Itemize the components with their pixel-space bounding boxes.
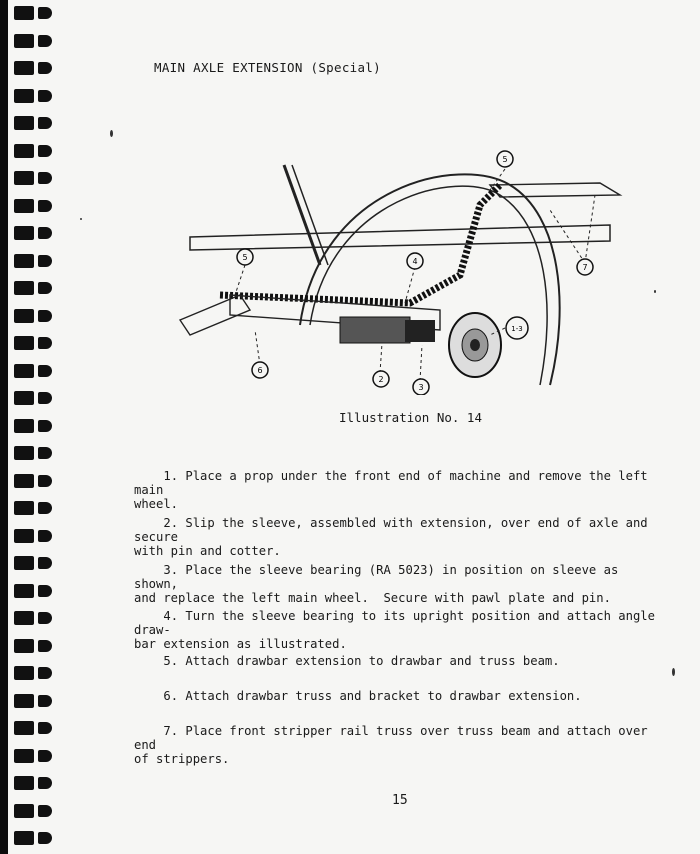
binding-ring (14, 226, 58, 240)
callout-7 (577, 259, 593, 275)
callout-label: 2 (378, 375, 384, 384)
binding-ring (14, 89, 58, 103)
binding-ring (14, 804, 58, 818)
binding-ring (14, 61, 58, 75)
binding-ring (14, 666, 58, 680)
binding-ring (14, 144, 58, 158)
title-qualifier: (Special) (310, 60, 381, 75)
step-1: 1. Place a prop under the front end of machine and remove the left main wheel. (134, 469, 648, 511)
callout-label: 3 (418, 383, 424, 392)
callout-3 (413, 379, 429, 395)
spiral-binding (0, 0, 62, 854)
binding-ring (14, 391, 58, 405)
callout-label: 5 (502, 155, 508, 164)
callout-label: 4 (412, 257, 418, 266)
scan-speck (654, 290, 656, 293)
step-6: 6. Attach drawbar truss and bracket to drawbar extension. (134, 689, 582, 703)
binding-ring (14, 611, 58, 625)
binding-ring (14, 199, 58, 213)
binding-ring (14, 639, 58, 653)
binding-edge (0, 0, 8, 854)
binding-ring (14, 584, 58, 598)
callout-label: 1-3 (511, 325, 523, 333)
binding-ring (14, 474, 58, 488)
binding-ring (14, 556, 58, 570)
step-2: 2. Slip the sleeve, assembled with extension, over end of axle and secure with pin and cotter. (134, 516, 648, 558)
callout-label: 5 (242, 253, 248, 262)
binding-ring (14, 501, 58, 515)
binding-ring (14, 776, 58, 790)
axle-extension-illustration (160, 145, 680, 395)
binding-ring (14, 694, 58, 708)
scan-speck (110, 130, 113, 137)
binding-ring (14, 254, 58, 268)
page-number: 15 (392, 793, 408, 808)
step-7: 7. Place front stripper rail truss over truss beam and attach over end of strippers. (134, 724, 648, 766)
callout-label: 7 (582, 263, 588, 272)
scan-speck (672, 668, 675, 676)
binding-ring (14, 309, 58, 323)
binding-ring (14, 336, 58, 350)
callout-label: 6 (257, 366, 263, 375)
callout-5 (237, 249, 253, 265)
binding-ring (14, 281, 58, 295)
callout-4 (407, 253, 423, 269)
binding-ring (14, 749, 58, 763)
step-5: 5. Attach drawbar extension to drawbar and truss beam. (134, 654, 560, 668)
callout-2 (373, 371, 389, 387)
binding-ring (14, 364, 58, 378)
callout-1-3 (506, 317, 528, 339)
binding-ring (14, 721, 58, 735)
callout-5 (497, 151, 513, 167)
binding-ring (14, 116, 58, 130)
scan-speck (80, 218, 82, 220)
page-title (154, 60, 381, 75)
step-4: 4. Turn the sleeve bearing to its upright position and attach angle draw- bar extension as illustrated. (134, 609, 655, 651)
figure-caption: Illustration No. 14 (339, 410, 482, 425)
binding-ring (14, 529, 58, 543)
binding-ring (14, 34, 58, 48)
binding-ring (14, 446, 58, 460)
step-3: 3. Place the sleeve bearing (RA 5023) in position on sleeve as shown, and replace the left main wheel. Secure with pawl plate and pin. (134, 563, 619, 605)
binding-ring (14, 171, 58, 185)
title-main: MAIN AXLE EXTENSION (154, 60, 303, 75)
callout-6 (252, 362, 268, 378)
binding-ring (14, 6, 58, 20)
binding-ring (14, 419, 58, 433)
binding-ring (14, 831, 58, 845)
